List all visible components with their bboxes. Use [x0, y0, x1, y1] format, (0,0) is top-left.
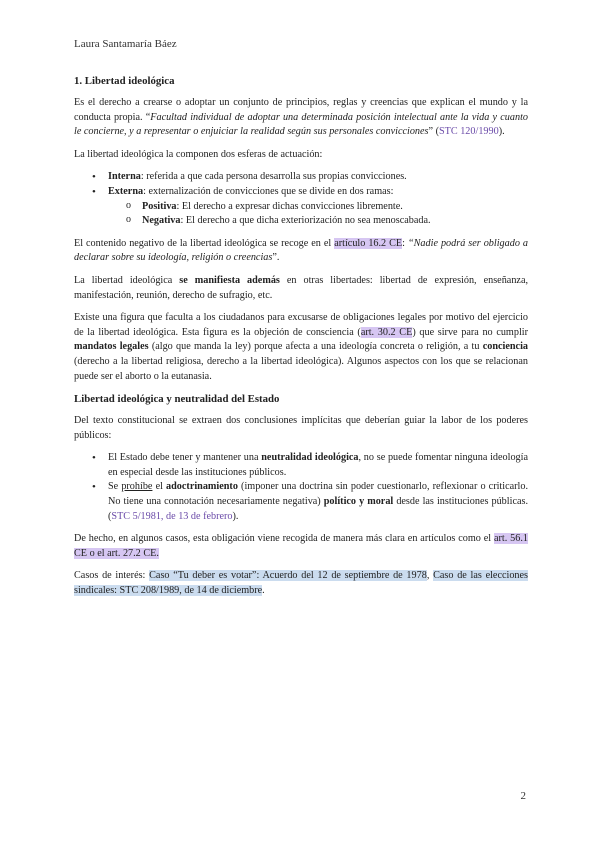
- paragraph-spheres-intro: La libertad ideológica la componen dos esferas de actuación:: [74, 148, 323, 160]
- paragraph-definition: Es el derecho a crearse o adoptar un conjunto de principios, reglas y creencias que explican el mundo y la conducta propia. “Facultad individual de adoptar una determinada posición intelectual ante la vida y cuanto le concierne, y a representar o enjuiciar la realidad según sus personales convicciones” (STC 120/1990).: [74, 97, 528, 138]
- paragraph-negative-content: El contenido negativo de la libertad ideológica se recoge en el artículo 16.2 CE: “Nadie podrá ser obligado a declarar sobre su ideología, religión o creencias”.: [74, 237, 529, 264]
- paragraph-conclusions-intro: Del texto constitucional se extraen dos conclusiones implícitas que deberían guiar la labor de los poderes públicos:: [74, 415, 528, 441]
- list-item-externa: • Externa: externalización de convicciones que se divide en dos ramas: o Positiva: El derecho a expresar dichas convicciones libremente. o Negativa: El derecho a que dicha exteriorización no sea menoscabada.: [74, 185, 528, 229]
- citation-stc-5-1981[interactable]: STC 5/1981, de 13 de febrero: [111, 510, 233, 522]
- paragraph-manifestations: La libertad ideológica se manifiesta además en otras libertades: libertad de expresión, enseñanza, manifestación, reunión, derecho de sufragio, etc.: [74, 274, 529, 301]
- highlight-article-16-2: artículo 16.2 CE: [334, 237, 403, 249]
- highlight-case-sindicales: Caso de las elecciones sindicales: STC 208/1989, de 14 de diciembre: [74, 570, 528, 597]
- list-item-adoctrinamiento: • Se prohíbe el adoctrinamiento (imponer una doctrina sin poder cuestionarlo, reflexionar o criticarlo. No tiene una connotación necesariamente negativa) político y moral desde las instituciones públicas. (STC 5/1981, de 13 de febrero).: [74, 480, 528, 524]
- section-title-libertad-ideologica: 1. Libertad ideológica: [74, 75, 175, 87]
- highlight-case-votar: Caso “Tu deber es votar”: Acuerdo del 12 de septiembre de 1978: [149, 570, 427, 582]
- list-item-positiva: o Positiva: El derecho a expresar dichas convicciones libremente.: [108, 200, 528, 215]
- list-item-neutralidad: • El Estado debe tener y mantener una neutralidad ideológica, no se puede fomentar ninguna ideología en especial desde las instituciones públicos.: [74, 451, 528, 480]
- conclusions-list: [74, 451, 528, 524]
- page-number: 2: [520, 790, 526, 802]
- list-item-interna: • Interna: referida a que cada persona desarrolla sus propias convicciones.: [74, 170, 528, 185]
- paragraph-objecion-conciencia: Existe una figura que faculta a los ciudadanos para excusarse de obligaciones legales por motivo del ejercicio de la libertad ideológica. Esta figura es la objeción de consciencia (art. 30.2 CE) que sirve para no cumplir mandatos legales (algo que manda la ley) porque afecta a una ideología concreta o religión, a tu conciencia (derecho a la libertad religiosa, derecho a la libertad ideológica). Algunos aspectos con los que se relacionan puede ser el aborto o la eutanasia.: [74, 312, 529, 382]
- document-body: [74, 74, 528, 607]
- paragraph-cases: Casos de interés: Caso “Tu deber es votar”: Acuerdo del 12 de septiembre de 1978, Caso de las elecciones sindicales: STC 208/1989, de 14 de diciembre.: [74, 570, 528, 597]
- externa-sublist: [108, 200, 528, 229]
- citation-stc-120-1990[interactable]: STC 120/1990: [438, 126, 499, 138]
- highlight-articles-56-27: art. 56.1 CE o el art. 27.2 CE.: [74, 533, 528, 559]
- article-quote: “Nadie podrá ser obligado a declarar sobre su ideología, religión o creencias: [74, 237, 529, 264]
- definition-quote: Facultad individual de adoptar una determinada posición intelectual ante la vida y cuanto le concierne, y a representar o enjuiciar la realidad según sus personales convicciones: [74, 111, 528, 138]
- page-header-author: Laura Santamaría Báez: [74, 38, 177, 50]
- section-title-neutralidad: Libertad ideológica y neutralidad del Estado: [74, 393, 280, 406]
- list-item-negativa: o Negativa: El derecho a que dicha exteriorización no sea menoscabada.: [108, 214, 528, 229]
- spheres-list: [74, 170, 528, 228]
- highlight-article-30-2: art. 30.2 CE: [360, 326, 413, 338]
- paragraph-articles: De hecho, en algunos casos, esta obligación viene recogida de manera más clara en artículos como el art. 56.1 CE o el art. 27.2 CE.: [74, 533, 528, 559]
